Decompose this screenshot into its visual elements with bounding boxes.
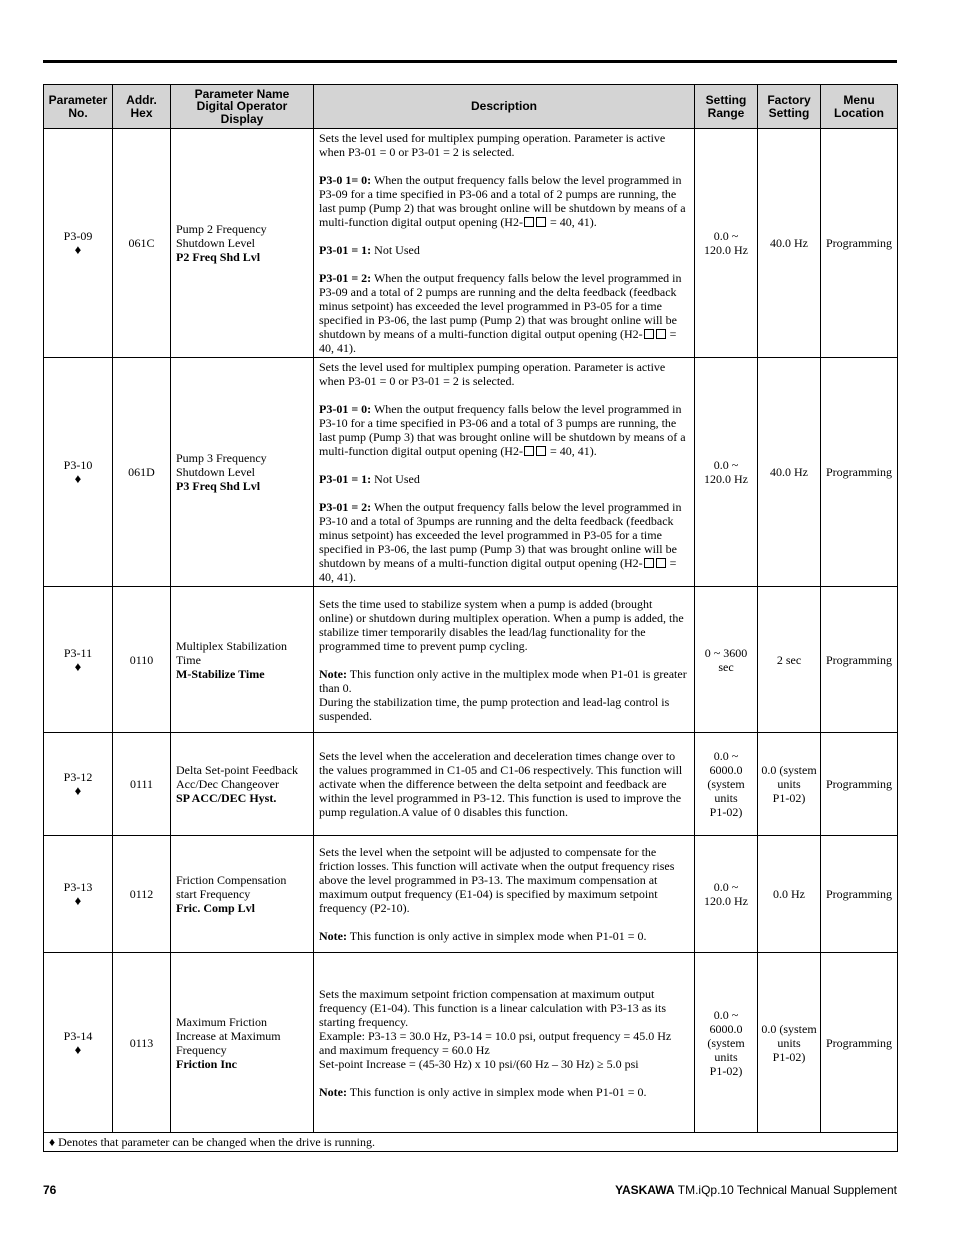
description-paragraph <box>319 1085 689 1099</box>
addr-hex: 0111 <box>113 733 171 836</box>
setting-label: Note: <box>319 666 347 681</box>
factory-setting <box>758 587 821 733</box>
param-no-cell <box>44 358 113 587</box>
col-header-range: Setting Range <box>695 85 758 129</box>
factory-setting-line: 0.0 (system <box>761 1021 817 1036</box>
run-change-icon: ♦ <box>74 1041 82 1057</box>
factory-setting <box>758 836 821 953</box>
footnote-row <box>44 1133 898 1152</box>
operator-display: M-Stabilize Time <box>176 666 265 681</box>
factory-setting-line: 0.0 (system <box>761 763 817 777</box>
table-row <box>44 129 898 358</box>
col-header-name: Parameter Name Digital Operator Display <box>171 85 314 129</box>
footnote: ♦ Denotes that parameter can be changed when the drive is running. <box>44 1133 898 1152</box>
description-paragraph <box>319 402 689 458</box>
placeholder-box-icon <box>536 217 546 227</box>
setting-label: P3-01 = 1: <box>319 243 372 257</box>
description-paragraph <box>319 500 689 584</box>
table-row <box>44 836 898 953</box>
col-header-menu: Menu Location <box>821 85 898 129</box>
run-change-icon: ♦ <box>74 242 82 257</box>
param-name-cell <box>171 587 314 733</box>
description-paragraph <box>319 1057 689 1071</box>
description-text: This function is only active in simplex mode when P1-01 = 0. <box>346 1084 647 1099</box>
setting-range-line: 0.0 ~ <box>713 880 739 894</box>
setting-range-line: 120.0 Hz <box>704 894 748 908</box>
factory-setting-line: P1-02) <box>772 1049 806 1064</box>
description-cell <box>314 733 695 836</box>
description-cell <box>314 953 695 1133</box>
setting-range-line: 120.0 Hz <box>704 472 748 486</box>
placeholder-box-icon <box>536 446 546 456</box>
addr-hex: 0112 <box>113 836 171 953</box>
table-row <box>44 358 898 587</box>
setting-range-line: 0.0 ~ <box>713 1007 739 1022</box>
header-rule <box>43 60 897 63</box>
param-no: P3-10 <box>63 458 93 472</box>
addr-hex: 061D <box>113 358 171 587</box>
description-text: This function is only active in simplex mode when P1-01 = 0. <box>346 929 647 943</box>
run-change-icon: ♦ <box>74 783 82 798</box>
param-no: P3-12 <box>63 770 93 784</box>
setting-range <box>695 953 758 1133</box>
factory-setting-line: units <box>777 777 801 791</box>
factory-setting-line: 0.0 Hz <box>773 887 805 901</box>
setting-label: P3-01 = 2: <box>319 271 372 285</box>
setting-label: P3-01 = 0: <box>319 402 372 416</box>
description-text: When the output frequency falls below the level programmed in P3-10 and a total of 3pumps are running and the delta feedback (feedback minus setpoint) has exceeded the level programmed in P3-05 for a time specified in P3-06, the last pump (Pump 3) that was brought online will be shutdown by means of a multi-function digital output opening (H2- <box>319 500 682 570</box>
factory-setting-line: 40.0 Hz <box>770 465 808 479</box>
col-header-description: Description <box>314 85 695 129</box>
run-change-icon: ♦ <box>74 471 82 486</box>
param-no: P3-09 <box>63 229 93 243</box>
description-paragraph <box>319 845 689 915</box>
menu-location: Programming <box>821 129 898 358</box>
description-paragraph <box>319 929 689 943</box>
menu-location: Programming <box>821 836 898 953</box>
description-paragraph <box>319 360 689 388</box>
setting-label: P3-01 = 1: <box>319 472 372 486</box>
placeholder-box-icon <box>524 446 534 456</box>
param-name-line: Shutdown Level <box>176 465 255 479</box>
setting-range-line: units <box>714 1049 738 1064</box>
description-paragraph <box>319 243 689 257</box>
menu-location: Programming <box>821 587 898 733</box>
setting-range-line: 0.0 ~ <box>713 458 739 472</box>
placeholder-box-icon <box>644 558 654 568</box>
description-text: Not Used <box>371 472 420 486</box>
description-cell <box>314 587 695 733</box>
param-name-line: Maximum Friction <box>176 1014 267 1029</box>
setting-range-line: (system <box>707 777 745 791</box>
menu-location: Programming <box>821 358 898 587</box>
col-header-param-no: Parameter No. <box>44 85 113 129</box>
description-text: When the output frequency falls below the level programmed in P3-10 for a time specified in P3-06 and a total of 3 pumps are running, the last pump (Pump 3) that was brought online will be shutdown by means of a multi-function digital output opening (H2- <box>319 402 686 458</box>
param-name-cell <box>171 358 314 587</box>
param-name-line: Shutdown Level <box>176 236 255 250</box>
description-paragraph <box>319 597 689 653</box>
setting-range <box>695 836 758 953</box>
description-text: Sets the time used to stabilize system when a pump is added (brought online) or shutdown during multiplex operation. When a pump is added, the stabilize timer temporarily disables the lead/lag functionality for the programmed time to prevent pump cycling. <box>319 596 684 653</box>
description-paragraph <box>319 173 689 229</box>
addr-hex: 061C <box>113 129 171 358</box>
param-name-line: Frequency <box>176 1042 227 1057</box>
setting-label: P3-0 1= 0: <box>319 173 372 187</box>
setting-range <box>695 358 758 587</box>
description-text: = 40, 41). <box>546 444 597 458</box>
param-no-cell <box>44 953 113 1133</box>
description-cell <box>314 836 695 953</box>
factory-setting <box>758 358 821 587</box>
param-name-line: Increase at Maximum <box>176 1028 281 1043</box>
addr-hex: 0113 <box>113 953 171 1133</box>
page-number: 76 <box>43 1183 57 1197</box>
run-change-icon: ♦ <box>74 893 82 908</box>
param-name-cell <box>171 733 314 836</box>
param-name-line: Acc/Dec Changeover <box>176 777 279 791</box>
param-no-cell <box>44 129 113 358</box>
operator-display: P2 Freq Shd Lvl <box>176 250 261 264</box>
operator-display: P3 Freq Shd Lvl <box>176 479 261 493</box>
param-name-cell <box>171 129 314 358</box>
description-text: This function only active in the multiplex mode when P1-01 is greater than 0. <box>319 666 687 695</box>
table-row <box>44 953 898 1133</box>
description-paragraph <box>319 987 689 1029</box>
description-text: Sets the level when the setpoint will be adjusted to compensate for the friction losses. This function will activate when the output frequency rises above the level programmed in P3-13. The maximum compensation at maximum output frequency (E1-04) is specified by maximum setpoint frequency (P2-10). <box>319 845 675 915</box>
description-paragraph <box>319 695 689 723</box>
param-name-line: Pump 2 Frequency <box>176 222 267 236</box>
description-text: = 40, 41). <box>546 215 597 229</box>
setting-range <box>695 733 758 836</box>
factory-setting-line: 40.0 Hz <box>770 236 808 250</box>
description-paragraph <box>319 472 689 486</box>
placeholder-box-icon <box>644 329 654 339</box>
description-paragraph <box>319 131 689 159</box>
col-header-addr: Addr. Hex <box>113 85 171 129</box>
parameter-table <box>43 84 898 1152</box>
placeholder-box-icon <box>656 558 666 568</box>
description-text: Example: P3-13 = 30.0 Hz, P3-14 = 10.0 psi, output frequency = 45.0 Hz and maximum frequency = 60.0 Hz <box>319 1028 672 1057</box>
setting-range-line: (system <box>707 1035 745 1050</box>
setting-label: P3-01 = 2: <box>319 500 372 514</box>
setting-label: Note: <box>319 1084 347 1099</box>
description-text: = 40, 41). <box>319 556 677 584</box>
param-name-line: Pump 3 Frequency <box>176 451 267 465</box>
table-header-row <box>44 85 898 129</box>
description-text: = 40, 41). <box>319 327 677 355</box>
description-text: During the stabilization time, the pump protection and lead-lag control is suspended. <box>319 694 670 723</box>
factory-setting-line: P1-02) <box>772 791 806 805</box>
param-name-line: Time <box>176 652 201 667</box>
param-no: P3-14 <box>63 1028 93 1043</box>
description-text: Sets the level used for multiplex pumping operation. Parameter is active when P3-01 = 0 or P3-01 = 2 is selected. <box>319 360 666 388</box>
param-no: P3-11 <box>63 645 93 660</box>
table-row <box>44 733 898 836</box>
table-row <box>44 587 898 733</box>
setting-range-line: 6000.0 <box>709 1021 743 1036</box>
description-paragraph <box>319 1029 689 1057</box>
param-name-line: start Frequency <box>176 887 251 901</box>
setting-range-line: units <box>714 791 738 805</box>
description-text: Set-point Increase = (45-30 Hz) x 10 psi/(60 Hz – 30 Hz) ≥ 5.0 psi <box>319 1056 639 1071</box>
factory-setting <box>758 953 821 1133</box>
setting-range-line: 0.0 ~ <box>713 229 739 243</box>
description-text: Sets the maximum setpoint friction compensation at maximum output frequency (E1-04). This function is a linear calculation with P3-13 as its starting frequency. <box>319 986 667 1029</box>
col-header-factory: Factory Setting <box>758 85 821 129</box>
param-no-cell <box>44 836 113 953</box>
menu-location: Programming <box>821 953 898 1133</box>
description-cell <box>314 129 695 358</box>
setting-range-line: 0 ~ 3600 <box>704 645 748 660</box>
factory-setting-line: 2 sec <box>776 652 802 667</box>
factory-setting-line: units <box>777 1035 801 1050</box>
param-name-line: Multiplex Stabilization <box>176 638 287 653</box>
setting-range-line: 120.0 Hz <box>704 243 748 257</box>
setting-range <box>695 587 758 733</box>
factory-setting <box>758 733 821 836</box>
operator-display: Friction Inc <box>176 1056 237 1071</box>
param-name-line: Friction Compensation <box>176 873 287 887</box>
param-name-cell <box>171 953 314 1133</box>
brand-logo: YASKAWA <box>615 1183 675 1197</box>
setting-range-line: sec <box>718 659 734 674</box>
addr-hex: 0110 <box>113 587 171 733</box>
setting-range-line: P1-02) <box>709 805 743 819</box>
placeholder-box-icon <box>524 217 534 227</box>
description-text: When the output frequency falls below the level programmed in P3-09 for a time specified in P3-06 and a total of 2 pumps are running, the last pump (Pump 2) that was brought online will be shutdown by means of a multi-function digital output opening (H2- <box>319 173 686 229</box>
menu-location: Programming <box>821 733 898 836</box>
param-no-cell <box>44 733 113 836</box>
setting-range-line: 0.0 ~ <box>713 749 739 763</box>
param-no-cell <box>44 587 113 733</box>
param-name-line: Delta Set-point Feedback <box>176 763 298 777</box>
run-change-icon: ♦ <box>74 658 82 674</box>
setting-range <box>695 129 758 358</box>
description-text: When the output frequency falls below the level programmed in P3-09 and a total of 2 pumps are running and the delta feedback (feedback minus setpoint) has exceeded the level programmed in P3-05 for a time specified in P3-06, the last pump (Pump 2) that was brought online will be shutdown by means of a multi-function digital output opening (H2- <box>319 271 682 341</box>
param-name-cell <box>171 836 314 953</box>
setting-range-line: P1-02) <box>709 1063 743 1078</box>
description-cell <box>314 358 695 587</box>
setting-label: Note: <box>319 929 347 943</box>
description-text: Sets the level when the acceleration and deceleration times change over to the values programmed in C1-05 and C1-06 respectively. This function will activate when the difference between the delta setpoint and feedback are within the level programmed in P3-12. This function is used to improve the pump regulation.A value of 0 disables this function. <box>319 749 683 819</box>
setting-range-line: 6000.0 <box>709 763 743 777</box>
manual-name: TM.iQp.10 Technical Manual Supplement <box>674 1183 897 1197</box>
description-paragraph <box>319 749 689 819</box>
operator-display: SP ACC/DEC Hyst. <box>176 791 277 805</box>
description-text: Sets the level used for multiplex pumping operation. Parameter is active when P3-01 = 0 or P3-01 = 2 is selected. <box>319 131 666 159</box>
placeholder-box-icon <box>656 329 666 339</box>
factory-setting <box>758 129 821 358</box>
operator-display: Fric. Comp Lvl <box>176 901 255 915</box>
description-text: Not Used <box>371 243 420 257</box>
description-paragraph <box>319 271 689 355</box>
manual-title <box>615 1183 897 1197</box>
description-paragraph <box>319 667 689 695</box>
param-no: P3-13 <box>63 880 93 894</box>
